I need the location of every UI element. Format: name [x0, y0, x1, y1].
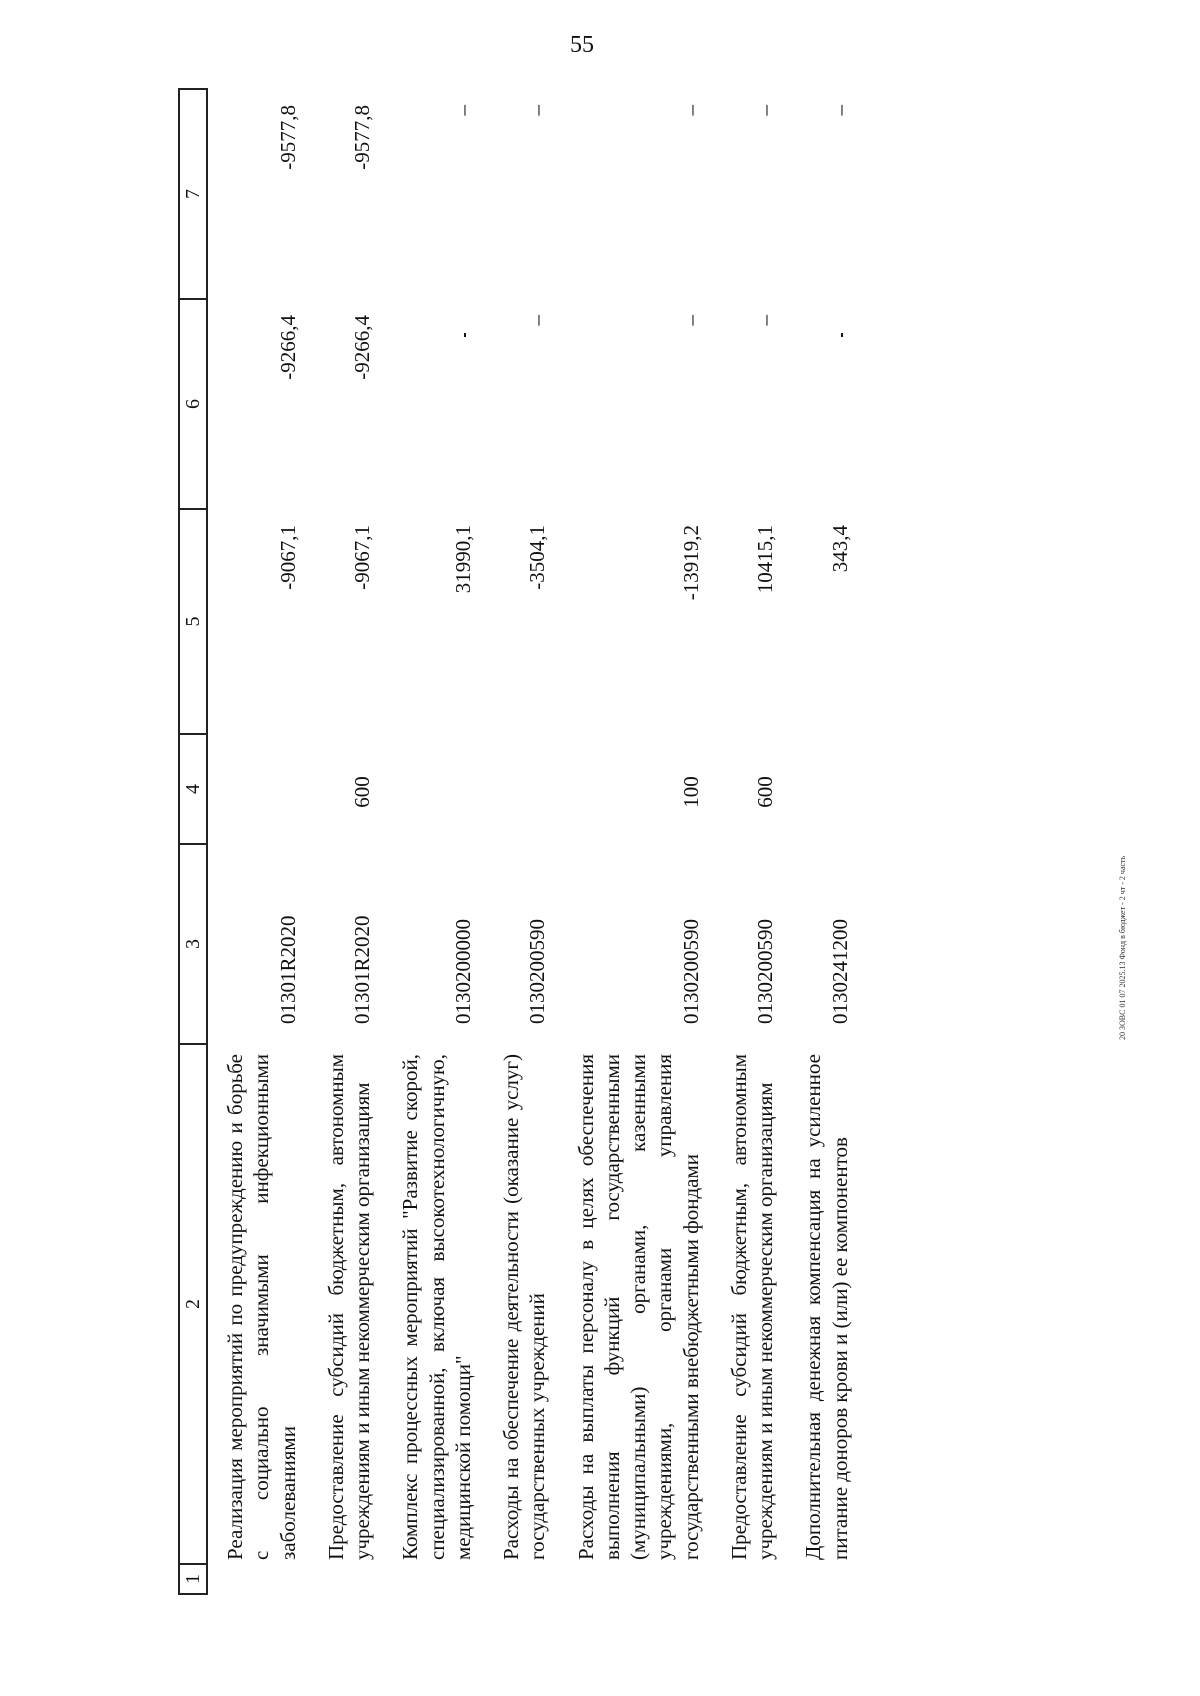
- row-expense-type: [786, 734, 861, 844]
- column-header: 7: [179, 89, 207, 299]
- row-target-code: 01301R2020: [275, 915, 300, 1024]
- row-name: Расходы на выплаты персоналу в целях обеспечения выполнения функций государственными (муниципальными) органами, казенными учреждениями, органами управления государственными внебюджетными фондами: [573, 1054, 703, 1560]
- row-target-code: 0130200590: [753, 919, 777, 1024]
- row-value-col7: –: [525, 105, 550, 116]
- row-expense-type: [207, 734, 309, 844]
- table-row: [207, 89, 309, 1594]
- row-value-col6: –: [525, 315, 550, 326]
- row-name: Реализация мероприятий по предупреждению и борьбе с социально значимыми инфекционными заболеваниями: [223, 1054, 300, 1560]
- row-target-code: 01301R2020: [350, 915, 374, 1024]
- row-expense-type: 600: [350, 776, 374, 808]
- table-row: [309, 89, 384, 1594]
- row-target-code: 0130241200: [827, 919, 852, 1024]
- row-value-col7: -9577,8: [350, 105, 374, 170]
- budget-table: [178, 88, 861, 1595]
- row-name: Предоставление субсидий бюджетным, автономным учреждениям и иным некоммерческим организациям: [323, 1054, 374, 1560]
- row-expense-type: 100: [678, 776, 703, 808]
- budget-table-sheet: [178, 90, 1058, 1595]
- row-name: Дополнительная денежная компенсация на усиленное питание доноров крови и (или) ее компонентов: [801, 1054, 852, 1560]
- table-row: [712, 89, 787, 1594]
- row-expense-type: [383, 734, 484, 844]
- column-header: 4: [179, 734, 207, 844]
- dot-mark: [464, 333, 466, 337]
- row-target-code: 0130200000: [450, 919, 475, 1024]
- column-header: 2: [179, 1044, 207, 1564]
- row-value-col6: -9266,4: [350, 315, 374, 380]
- row-value-col7: –: [678, 105, 703, 116]
- column-header: 5: [179, 509, 207, 734]
- page-number: 55: [570, 32, 594, 58]
- table-row: [484, 89, 559, 1594]
- table-row: [559, 89, 712, 1594]
- row-value-col5: -9067,1: [350, 525, 374, 590]
- table-row: [383, 89, 484, 1594]
- row-value-col7: –: [827, 105, 852, 116]
- row-target-code: 0130200590: [525, 919, 550, 1024]
- row-value-col5: -3504,1: [525, 525, 550, 590]
- dot-mark: [841, 333, 843, 337]
- row-value-col5: -13919,2: [678, 525, 703, 601]
- footer-stamp: 20 ЗОВС 01 07 2025.13 Фонд в бюджет - 2 чт - 2 часть: [1118, 855, 1127, 1040]
- row-name: Предоставление субсидий бюджетным, автономным учреждениям и иным некоммерческим организациям: [726, 1054, 777, 1560]
- row-name: Комплекс процессных мероприятий "Развитие скорой, специализированной, включая высокотехнологичную, медицинской помощи": [398, 1054, 475, 1560]
- row-name: Расходы на обеспечение деятельности (оказание услуг) государственных учреждений: [499, 1054, 550, 1560]
- row-value-col5: 31990,1: [450, 525, 475, 594]
- column-header: 3: [179, 844, 207, 1044]
- row-value-col7: -9577,8: [275, 105, 300, 170]
- column-header: 1: [179, 1564, 207, 1594]
- column-header: 6: [179, 299, 207, 509]
- row-value-col6: –: [753, 315, 777, 326]
- row-value-col6: –: [678, 315, 703, 326]
- row-value-col7: –: [450, 105, 475, 116]
- row-value-col5: 10415,1: [753, 525, 777, 594]
- row-value-col5: -9067,1: [275, 525, 300, 590]
- row-value-col5: 343,4: [827, 525, 852, 573]
- table-header-row: [179, 89, 207, 1594]
- row-value-col7: –: [753, 105, 777, 116]
- row-expense-type: [484, 734, 559, 844]
- row-target-code: 0130200590: [678, 919, 703, 1024]
- row-expense-type: 600: [753, 776, 777, 808]
- table-row: [786, 89, 861, 1594]
- row-value-col6: -9266,4: [275, 315, 300, 380]
